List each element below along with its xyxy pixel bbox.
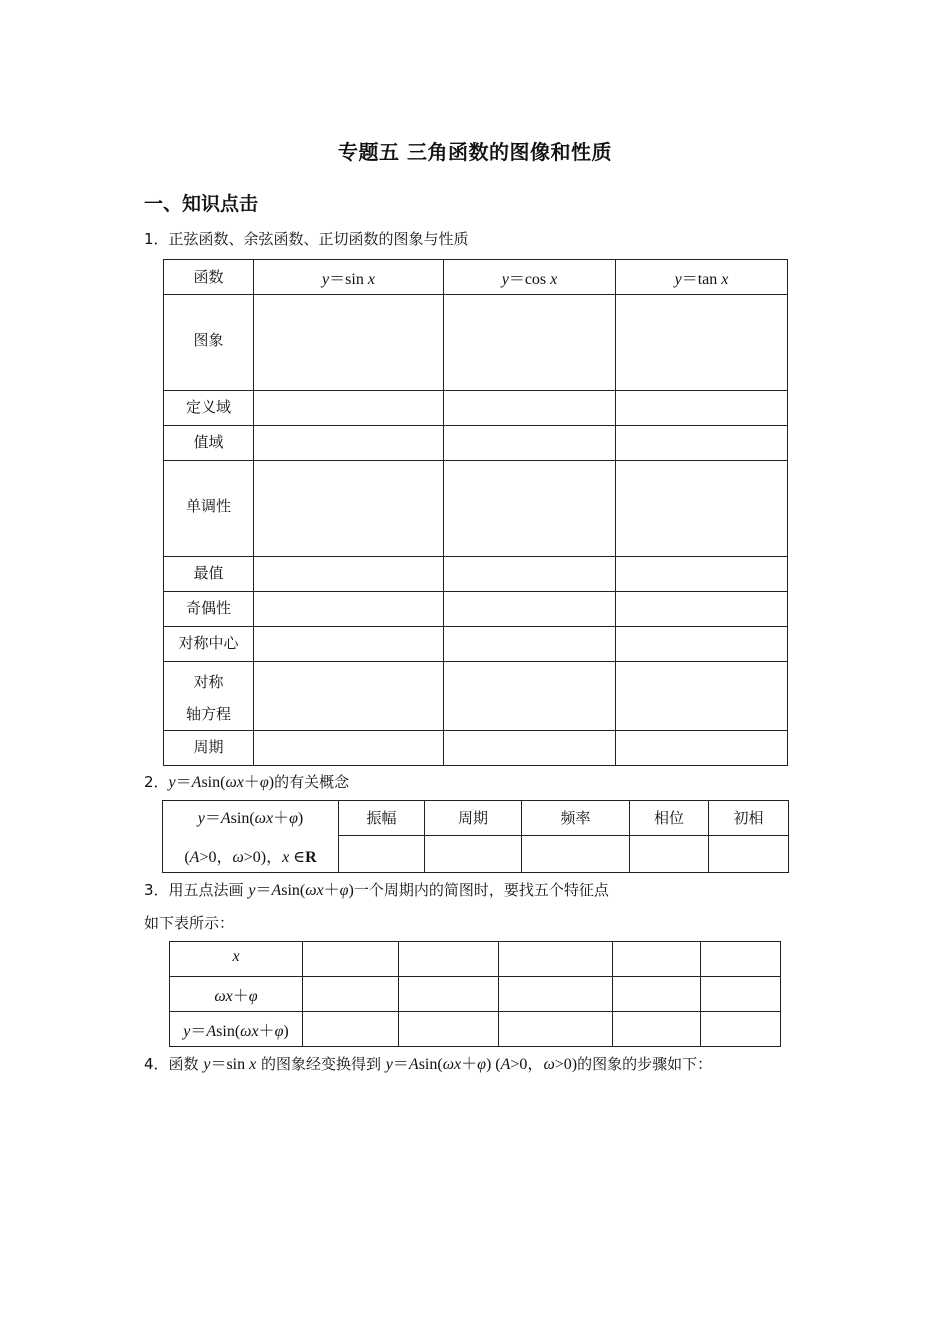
- cell: [709, 836, 789, 873]
- header-phase: 相位: [630, 801, 709, 836]
- header-cos: y＝cos x: [444, 260, 616, 295]
- cell: [254, 295, 444, 391]
- header-initial-phase: 初相: [709, 801, 789, 836]
- cell: [444, 627, 616, 662]
- item-3: 3．用五点法画 y＝Asin(ωx＋φ)一个周期内的简图时，要找五个特征点: [144, 881, 609, 899]
- cell: [399, 942, 499, 977]
- cell: [254, 461, 444, 557]
- header-sin: y＝sin x: [254, 260, 444, 295]
- cell: [303, 1012, 399, 1047]
- row-label-y: y＝Asin(ωx＋φ): [170, 1012, 303, 1047]
- row-label-range: 值域: [164, 426, 254, 461]
- cell: [499, 977, 613, 1012]
- cell: [701, 942, 781, 977]
- row-label-symmetry-center: 对称中心: [164, 627, 254, 662]
- cell: [616, 592, 788, 627]
- cell: [616, 557, 788, 592]
- header-tan: y＝tan x: [616, 260, 788, 295]
- cell: [499, 942, 613, 977]
- cell: [701, 1012, 781, 1047]
- cell: [444, 461, 616, 557]
- item-1: 1．正弦函数、余弦函数、正切函数的图象与性质: [144, 230, 469, 248]
- cell: [616, 662, 788, 731]
- cell: [254, 557, 444, 592]
- cell: [613, 1012, 701, 1047]
- cell: [616, 295, 788, 391]
- formula-cell: y＝Asin(ωx＋φ) (A>0，ω>0)，x ∈R: [163, 801, 339, 873]
- concept-table: [162, 800, 789, 873]
- item-4: 4．函数 y＝sin x 的图象经变换得到 y＝Asin(ωx＋φ) (A>0，ω>0)的图象的步骤如下：: [144, 1055, 713, 1073]
- cell: [444, 592, 616, 627]
- section-heading: 一、知识点击: [144, 193, 259, 215]
- cell: [254, 627, 444, 662]
- trig-properties-table: [163, 259, 788, 766]
- cell: [444, 295, 616, 391]
- cell: [444, 662, 616, 731]
- item-3-continued: 如下表所示：: [144, 914, 235, 932]
- row-label-monotonicity: 单调性: [164, 461, 254, 557]
- cell: [303, 942, 399, 977]
- cell: [616, 627, 788, 662]
- cell: [399, 977, 499, 1012]
- header-amplitude: 振幅: [339, 801, 425, 836]
- cell: [616, 426, 788, 461]
- cell: [444, 391, 616, 426]
- cell: [444, 426, 616, 461]
- row-label-x: x: [170, 942, 303, 977]
- header-period: 周期: [425, 801, 522, 836]
- row-label-graph: 图象: [164, 295, 254, 391]
- page-title: 专题五 三角函数的图像和性质: [338, 140, 612, 164]
- cell: [630, 836, 709, 873]
- row-label-domain: 定义域: [164, 391, 254, 426]
- cell: [254, 391, 444, 426]
- item-2: 2．y＝Asin(ωx＋φ)的有关概念: [144, 773, 350, 791]
- row-label-extrema: 最值: [164, 557, 254, 592]
- cell: [254, 426, 444, 461]
- cell: [254, 592, 444, 627]
- row-label-symmetry-axis: 对称 轴方程: [164, 662, 254, 731]
- row-label-parity: 奇偶性: [164, 592, 254, 627]
- cell: [399, 1012, 499, 1047]
- cell: [616, 731, 788, 766]
- header-frequency: 频率: [522, 801, 630, 836]
- cell: [444, 731, 616, 766]
- cell: [613, 977, 701, 1012]
- header-function: 函数: [164, 260, 254, 295]
- row-label-phase: ωx＋φ: [170, 977, 303, 1012]
- cell: [701, 977, 781, 1012]
- cell: [303, 977, 399, 1012]
- cell: [499, 1012, 613, 1047]
- cell: [616, 391, 788, 426]
- cell: [522, 836, 630, 873]
- cell: [425, 836, 522, 873]
- cell: [444, 557, 616, 592]
- cell: [339, 836, 425, 873]
- cell: [254, 731, 444, 766]
- cell: [616, 461, 788, 557]
- row-label-period: 周期: [164, 731, 254, 766]
- five-point-table: [169, 941, 781, 1047]
- cell: [613, 942, 701, 977]
- cell: [254, 662, 444, 731]
